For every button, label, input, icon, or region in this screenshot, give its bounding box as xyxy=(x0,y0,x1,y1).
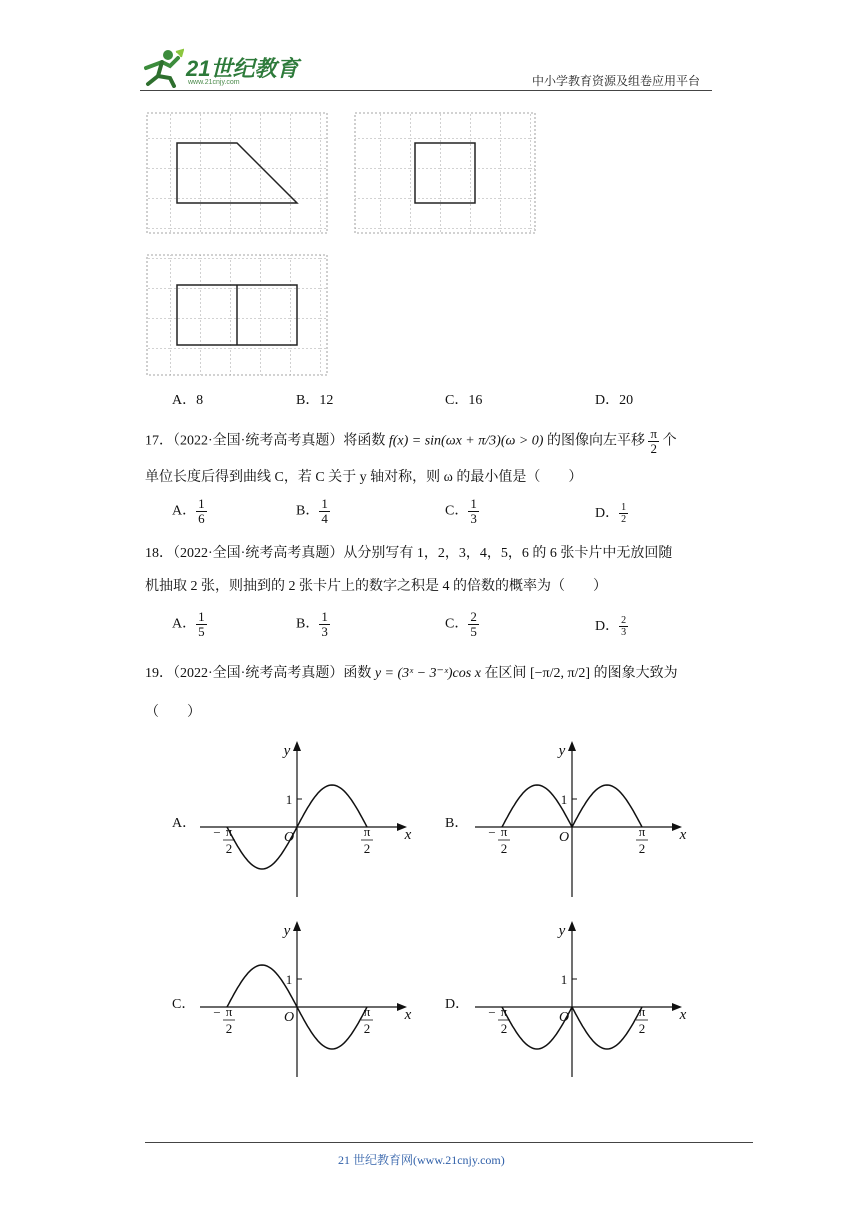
q19-stem-line1: 19．（2022·全国·统考高考真题）函数 y = (3ˣ − 3⁻ˣ)cos x 在区间 [−π/2, π/2] 的图象大致为 xyxy=(145,666,678,681)
q19-option-d[interactable]: D． xyxy=(445,997,470,1012)
y-axis-arrow-icon xyxy=(293,921,301,931)
x-axis-label: x xyxy=(679,1007,687,1023)
origin-label: O xyxy=(283,1010,295,1025)
tick-label-one: 1 xyxy=(560,972,568,987)
half-pi-num: π xyxy=(363,824,371,839)
tick-label-one: 1 xyxy=(285,972,293,987)
q17-stem-line1: 17．（2022·全国·统考高考真题）将函数 f(x) = sin(ωx + π/3)(ω > 0) 的图像向左平移 $\frac{\pi}{2}$ 个 xyxy=(145,426,677,456)
half-pi-den: 2 xyxy=(638,841,646,856)
y-axis-arrow-icon xyxy=(568,921,576,931)
tick-label-one: 1 xyxy=(560,792,568,807)
neg-half-pi-minus: − xyxy=(213,1005,221,1020)
graph-d[interactable] xyxy=(470,915,710,1085)
side-view-grid xyxy=(355,113,535,233)
origin-label: O xyxy=(283,830,295,845)
origin-label: O xyxy=(558,1010,570,1025)
q19-option-c[interactable]: C． xyxy=(172,997,196,1012)
neg-half-pi-minus: − xyxy=(488,825,496,840)
q16-option-a[interactable]: A．8 xyxy=(172,393,204,408)
graph-a[interactable] xyxy=(195,735,435,905)
q17-stem-line2: 单位长度后得到曲线 C，若 C 关于 y 轴对称，则 ω 的最小值是（ ） xyxy=(145,470,583,485)
q18-option-b[interactable]: B． $\frac{1}{3}$ xyxy=(296,609,328,639)
neg-half-pi-den: 2 xyxy=(225,841,233,856)
q17-option-c[interactable]: C． $\frac{1}{3}$ xyxy=(445,496,477,526)
y-axis-label: y xyxy=(558,743,566,759)
q17-option-a[interactable]: A． $\frac{1}{6}$ xyxy=(172,496,205,526)
three-view-figure xyxy=(140,108,540,378)
front-view-grid xyxy=(147,113,327,233)
neg-half-pi-minus: − xyxy=(213,825,221,840)
q18-option-a[interactable]: A． $\frac{1}{5}$ xyxy=(172,609,205,639)
origin-label: O xyxy=(558,830,570,845)
graph-c[interactable] xyxy=(195,915,435,1085)
x-axis-label: x xyxy=(404,1007,412,1023)
header-logo xyxy=(140,46,310,90)
footer-text: 21 世纪教育网(www.21cnjy.com) xyxy=(338,1153,505,1167)
q16-option-b[interactable]: B．12 xyxy=(296,393,334,408)
y-axis-label: y xyxy=(558,923,566,939)
x-axis-label: x xyxy=(404,827,412,843)
header-platform-text: 中小学教育资源及组卷应用平台 xyxy=(532,74,701,88)
neg-half-pi-den: 2 xyxy=(500,1021,508,1036)
half-pi-den: 2 xyxy=(363,1021,371,1036)
neg-half-pi-num: π xyxy=(500,824,508,839)
y-axis-label: y xyxy=(283,743,291,759)
runner-logo-icon xyxy=(140,48,184,88)
q19-paren: （ ） xyxy=(145,705,201,720)
half-pi-num: π xyxy=(638,1004,646,1019)
q17-function: f(x) = sin(ωx + π/3)(ω > 0) xyxy=(388,433,544,449)
footer-divider xyxy=(145,1142,753,1143)
q18-option-c[interactable]: C． $\frac{2}{5}$ xyxy=(445,609,477,639)
neg-half-pi-den: 2 xyxy=(500,841,508,856)
half-pi-den: 2 xyxy=(638,1021,646,1036)
half-pi-num: π xyxy=(363,1004,371,1019)
y-axis-label: y xyxy=(283,923,291,939)
q17-option-d[interactable]: D． $\frac{1}{2}$ xyxy=(595,502,627,526)
top-view-grid xyxy=(147,255,327,375)
q18-stem-line1: 18．（2022·全国·统考高考真题）从分别写有 1，2，3，4，5，6 的 6 张卡片中无放回随 xyxy=(145,546,673,561)
q19-option-b[interactable]: B． xyxy=(445,816,469,831)
half-pi-num: π xyxy=(638,824,646,839)
neg-half-pi-num: π xyxy=(500,1004,508,1019)
x-axis-label: x xyxy=(679,827,687,843)
y-axis-arrow-icon xyxy=(568,741,576,751)
q17-shift-fraction: $\frac{\pi}{2}$ xyxy=(650,426,658,456)
neg-half-pi-num: π xyxy=(225,824,233,839)
q16-option-c[interactable]: C．16 xyxy=(445,393,483,408)
q17-option-b[interactable]: B． $\frac{1}{4}$ xyxy=(296,496,328,526)
y-axis-arrow-icon xyxy=(293,741,301,751)
graph-b[interactable] xyxy=(470,735,710,905)
neg-half-pi-num: π xyxy=(225,1004,233,1019)
neg-half-pi-den: 2 xyxy=(225,1021,233,1036)
logo-text: 21世纪教育 xyxy=(186,56,299,81)
header-divider xyxy=(140,90,712,91)
q19-interval: [−π/2, π/2] xyxy=(529,666,591,681)
neg-half-pi-minus: − xyxy=(488,1005,496,1020)
q19-option-a[interactable]: A． xyxy=(172,816,197,831)
q18-option-d[interactable]: D． $\frac{2}{3}$ xyxy=(595,615,627,639)
q18-stem-line2: 机抽取 2 张，则抽到的 2 张卡片上的数字之积是 4 的倍数的概率为（ ） xyxy=(145,579,607,594)
logo-url: www.21cnjy.com xyxy=(188,79,240,86)
tick-label-one: 1 xyxy=(285,792,293,807)
q16-option-d[interactable]: D．20 xyxy=(595,393,634,408)
half-pi-den: 2 xyxy=(363,841,371,856)
q19-function: y = (3ˣ − 3⁻ˣ)cos x xyxy=(374,666,481,681)
